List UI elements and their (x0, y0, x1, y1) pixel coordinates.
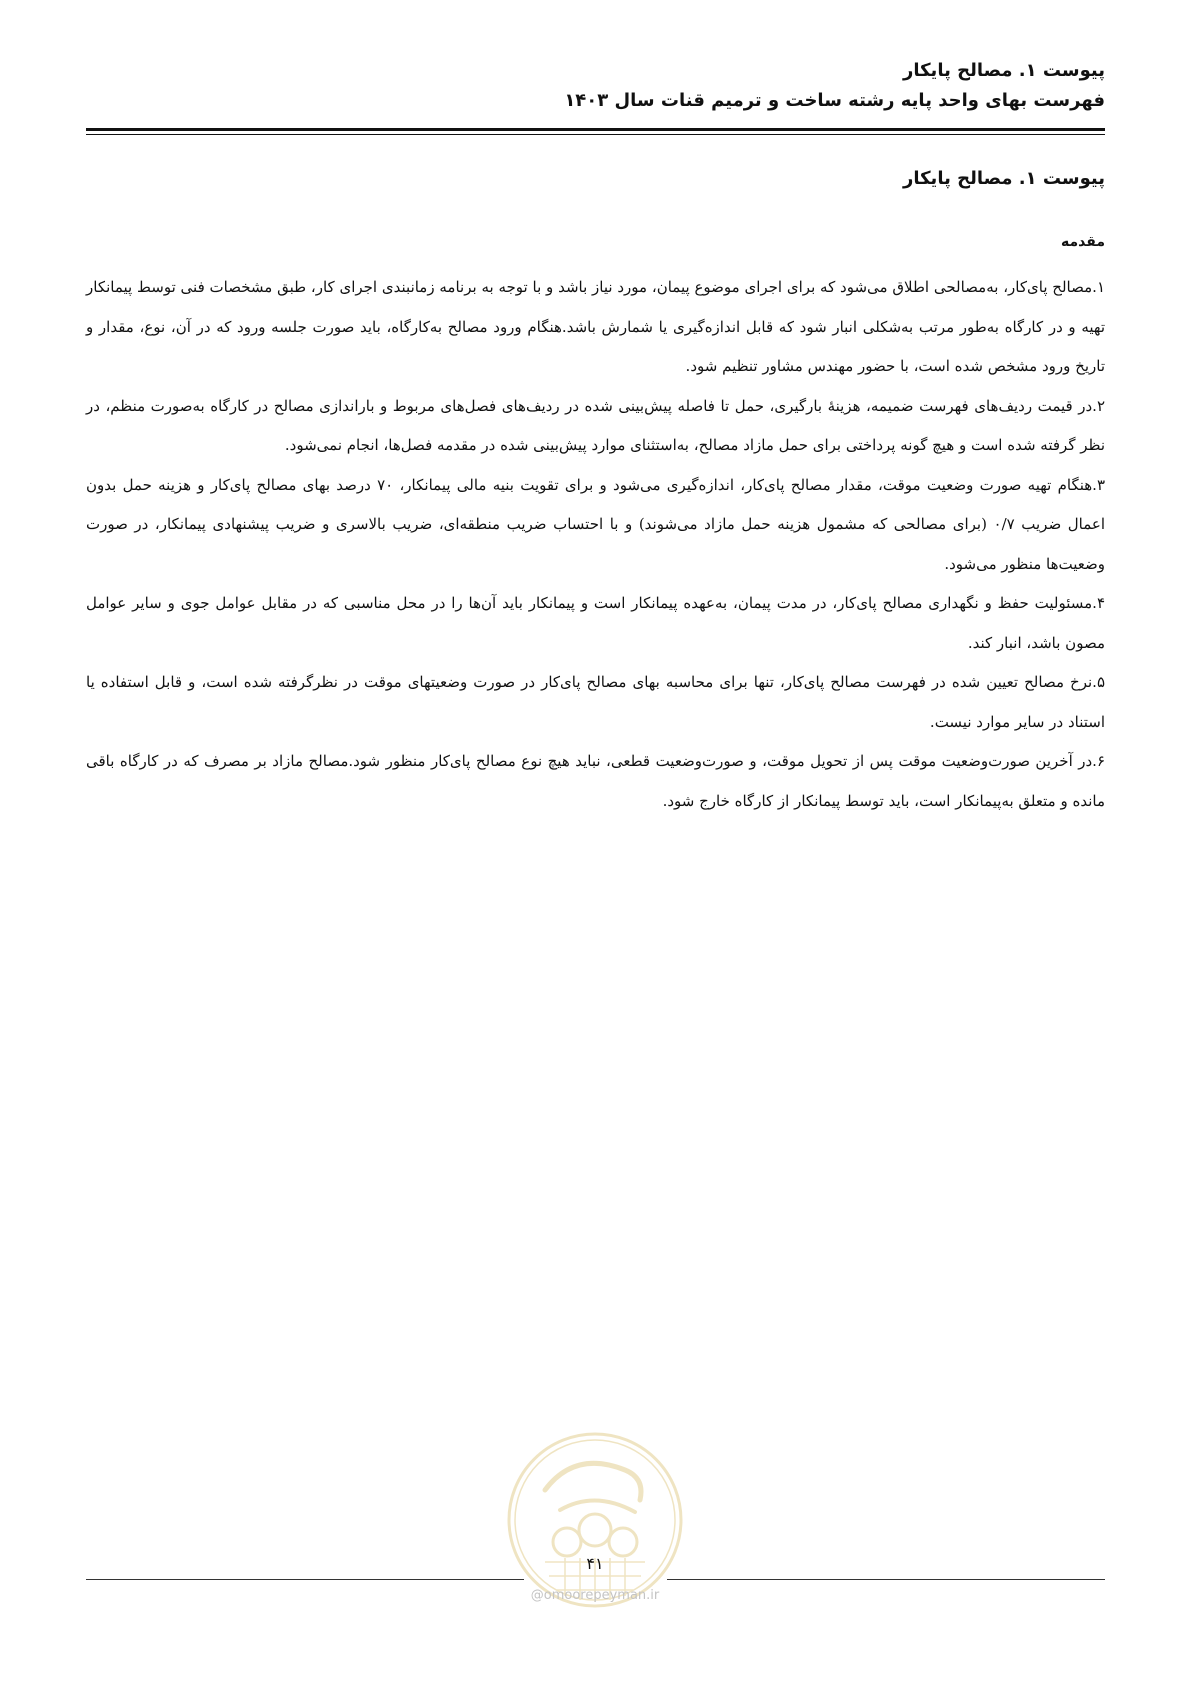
site-watermark-text: @omoorepeyman.ir (530, 1588, 660, 1603)
running-header (86, 56, 1105, 116)
page-number: ۴۱ (586, 1554, 604, 1573)
header-rule-thin (86, 134, 1105, 135)
intro-paragraph-4: ۴.مسئولیت حفظ و نگهداری مصالح پای‌کار، در مدت پیمان، به‌عهده پیمانکار است و پیمانکار باید آن‌ها را در محل مناسبی که در مقابل عوامل جوی و سایر عوامل مصون باشد، انبار کند. (86, 594, 1105, 652)
intro-paragraph-5: ۵.نرخ مصالح تعیین شده در فهرست مصالح پای‌کار، تنها برای محاسبه بهای مصالح پای‌کار در صورت وضعیتهای موقت در نظرگرفته شده است، و قابل استفاده یا استناد در سایر موارد نیست. (86, 673, 1105, 731)
seal-calligraphy-stroke-2 (560, 1500, 635, 1512)
seal-calligraphy-stroke (545, 1463, 641, 1500)
seal-gear-right (609, 1528, 637, 1556)
header-appendix-title: پیوست ۱. مصالح پایکار (902, 60, 1105, 81)
header-document-title: فهرست بهای واحد پایه رشته ساخت و ترمیم قنات سال ۱۴۰۳ (564, 90, 1105, 111)
intro-heading: مقدمه (1061, 234, 1105, 250)
intro-paragraph-2: ۲.در قیمت ردیف‌های فهرست ضمیمه، هزینهٔ بارگیری، حمل تا فاصله پیش‌بینی شده در ردیف‌های فصل‌های مربوط و باراندازی مصالح در کارگاه به‌صورت منظم، در نظر گرفته شده است و هیچ گونه پرداختی برای حمل مازاد مصالح، به‌استثنای موارد پیش‌بینی شده در مقدمه فصل‌ها، انجام نمی‌شود. (86, 396, 1105, 454)
header-rule-thick (86, 128, 1105, 131)
intro-paragraph-6: ۶.در آخرین صورت‌وضعیت موقت پس از تحویل موقت، و صورت‌وضعیت قطعی، نباید هیچ نوع مصالح پای‌کار منظور شود.مصالح مازاد بر مصرف که در کارگاه باقی مانده و متعلق به‌پیمانکار است، باید توسط پیمانکار از کارگاه خارج شود. (86, 752, 1105, 810)
footer-rule-left (86, 1579, 524, 1580)
watermark-seal (505, 1430, 685, 1610)
omoor-peyman-seal-logo-icon (505, 1430, 685, 1610)
seal-gear-left (553, 1528, 581, 1556)
section-title: پیوست ۱. مصالح پایکار (902, 168, 1105, 189)
footer-rule-right (667, 1579, 1105, 1580)
seal-gear-center (579, 1514, 611, 1546)
intro-body (86, 268, 1105, 821)
intro-paragraph-3: ۳.هنگام تهیه صورت وضعیت موقت، مقدار مصالح پای‌کار، اندازه‌گیری می‌شود و برای تقویت بنیه مالی پیمانکار، ۷۰ درصد بهای مصالح پای‌کار و هزینه حمل بدون اعمال ضریب ۰/۷ (برای مصالحی که مشمول هزینه حمل مازاد می‌شوند) و با احتساب ضریب منطقه‌ای، ضریب بالاسری و ضریب پیشنهادی پیمانکار، در صورت وضعیت‌ها منظور می‌شود. (86, 475, 1106, 573)
intro-paragraph-1: ۱.مصالح پای‌کار، به‌مصالحی اطلاق می‌شود که برای اجرای موضوع پیمان، مورد نیاز باشد و با توجه به برنامه زمانبندی اجرای کار، طبق مشخصات فنی توسط پیمانکار تهیه و در کارگاه به‌طور مرتب به‌شکلی انبار شود که قابل اندازه‌گیری یا شمارش باشد.هنگام ورود مصالح به‌کارگاه، باید صورت جلسه ورود که در آن، نوع، مقدار و تاریخ ورود مشخص شده است، با حضور مهندس مشاور تنظیم شود. (86, 278, 1105, 375)
